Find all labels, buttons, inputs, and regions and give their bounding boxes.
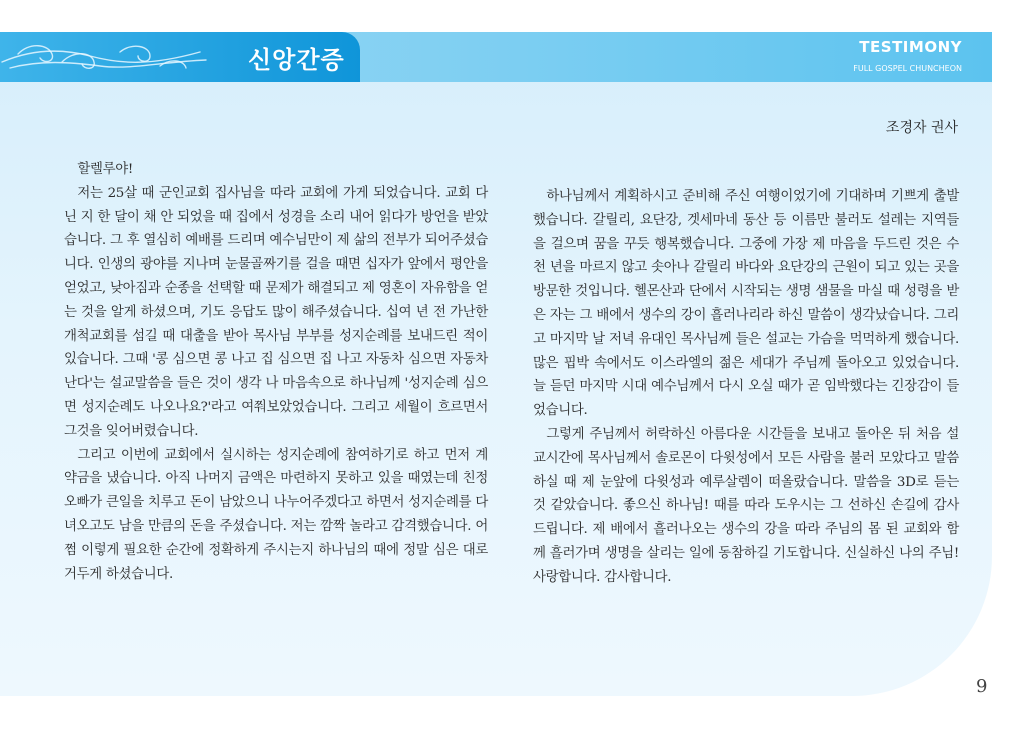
- article-greeting: 할렐루야!: [77, 162, 134, 177]
- author-name: 조경자 권사: [885, 120, 958, 136]
- article-column-right: [533, 185, 959, 590]
- article-paragraph: 그렇게 주님께서 허락하신 아름다운 시간들을 보내고 돌아온 뒤 처음 설교시간에 목사님께서 솔로몬이 다윗성에서 모든 사람을 불러 모았다고 말씀하실 때 제 눈앞에 다윗성과 예루살렘이 떠올랐습니다. 말씀을 3D로 듣는 것 같았습니다. 좋으신 하나님! 때를 따라 도우시는 그 선하신 손길에 감사드립니다. 제 배에서 흘러나오는 생수의 강을 따라 주님의 몸 된 교회와 함께 흘러가며 생명을 살리는 일에 동참하길 기도합니다. 신실하신 나의 주님! 사랑합니다. 감사합니다.: [533, 426, 959, 585]
- section-title: 신앙간증: [248, 46, 345, 74]
- page-number: 9: [976, 676, 988, 697]
- article-column-left: [64, 158, 488, 586]
- brand-subtitle: FULL GOSPEL CHUNCHEON: [853, 64, 962, 73]
- decorative-swirl-icon: [0, 32, 210, 82]
- brand-title: TESTIMONY: [859, 38, 962, 56]
- article-paragraph: 그리고 이번에 교회에서 실시하는 성지순례에 참여하기로 하고 먼저 계약금을 냈습니다. 아직 나머지 금액은 마련하지 못하고 있을 때였는데 친정오빠가 큰일을 치루고 돈이 남았으니 나누어주겠다고 하면서 성지순례를 다녀오고도 남을 만큼의 돈을 주셨습니다. 저는 깜짝 놀라고 감격했습니다. 어쩜 이렇게 필요한 순간에 정확하게 주시는지 하나님의 때에 정말 심은 대로 거두게 하셨습니다.: [64, 447, 488, 582]
- article-paragraph: 저는 25살 때 군인교회 집사님을 따라 교회에 가게 되었습니다. 교회 다닌 지 한 달이 채 안 되었을 때 집에서 성경을 소리 내어 읽다가 방언을 받았습니다. 그 후 열심히 예배를 드리며 예수님만이 제 삶의 전부가 되어주셨습니다. 인생의 광야를 지나며 눈물골짜기를 걸을 때면 십자가 앞에서 평안을 얻었고, 낮아짐과 순종을 선택할 때 문제가 해결되고 제 영혼이 자유함을 얻는 것을 알게 하셨으며, 기도 응답도 많이 해주셨습니다. 십여 년 전 가난한 개척교회를 섬길 때 대출을 받아 목사님 부부를 성지순례를 보내드린 적이 있습니다. 그때 '콩 심으면 콩 나고 집 심으면 집 나고 자동차 심으면 자동차 난다'는 설교말씀을 들은 것이 생각 나 마음속으로 하나님께 '성지순례 심으면 성지순례도 나오나요?'라고 여쭤보았었습니다. 그리고 세월이 흐르면서 그것을 잊어버렸습니다.: [64, 185, 488, 439]
- article-paragraph: 하나님께서 계획하시고 준비해 주신 여행이었기에 기대하며 기쁘게 출발했습니다. 갈릴리, 요단강, 겟세마네 동산 등 이름만 불러도 설레는 지역들을 걸으며 꿈을 꾸듯 행복했습니다. 그중에 가장 제 마음을 두드린 것은 수천 년을 마르지 않고 솟아나 갈릴리 바다와 요단강의 근원이 되고 있는 곳을 방문한 것입니다. 헬몬산과 단에서 시작되는 생명 샘물을 마실 때 성령을 받은 자는 그 배에서 생수의 강이 흘러나리라 하신 말씀이 생각났습니다. 그리고 마지막 날 저녁 유대인 목사님께 들은 설교는 가슴을 먹먹하게 했습니다. 많은 핍박 속에서도 이스라엘의 젊은 세대가 주님께 돌아오고 있었습니다. 늘 듣던 마지막 시대 예수님께서 다시 오실 때가 곧 임박했다는 긴장감이 들었습니다.: [533, 189, 959, 419]
